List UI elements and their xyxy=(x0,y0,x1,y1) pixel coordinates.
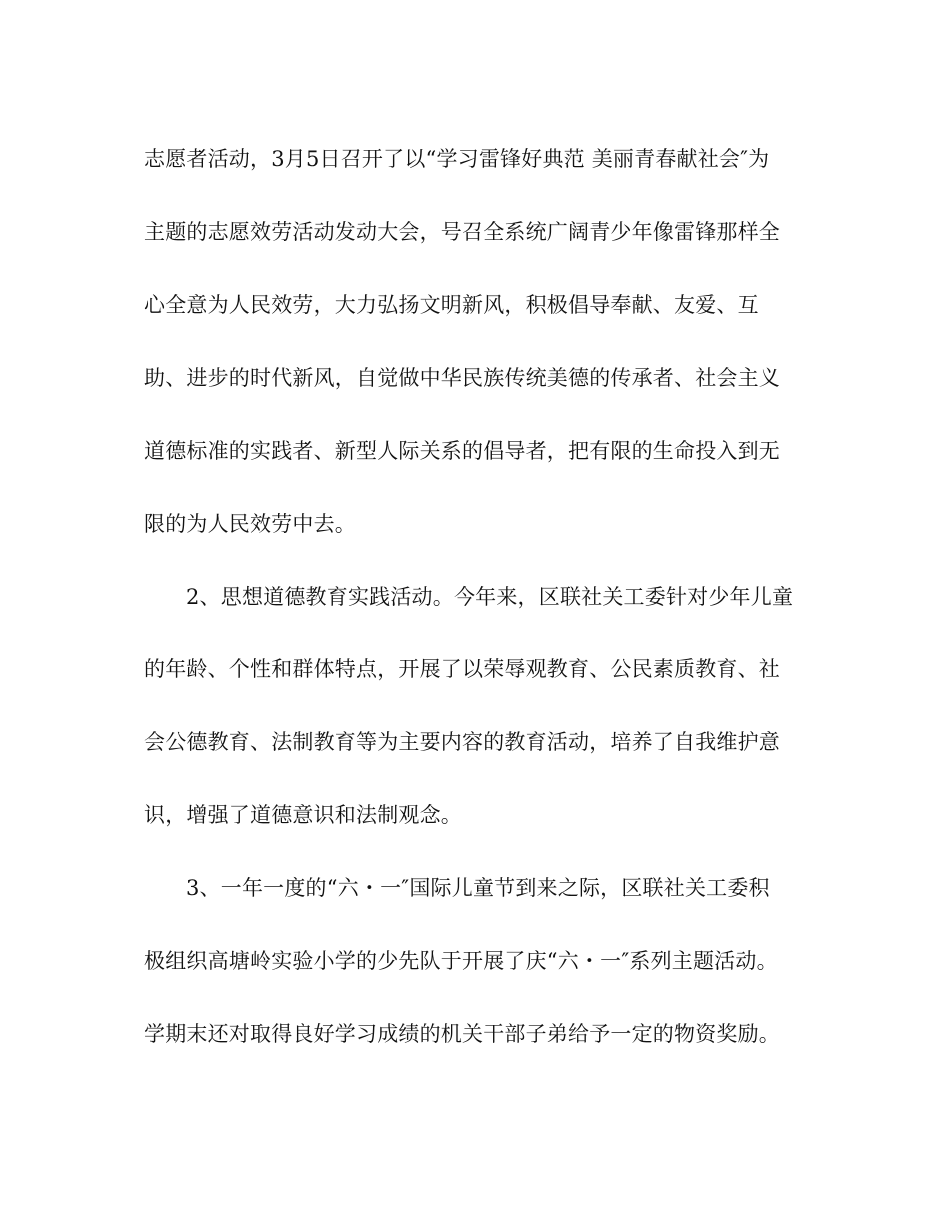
body-text-line: 会公德教育、法制教育等为主要内容的教育活动，培养了自我维护意 xyxy=(144,730,780,754)
body-text-line: 心全意为人民效劳，大力弘扬文明新风，积极倡导奉献、友爱、互 xyxy=(144,293,759,317)
body-text-line: 极组织高塘岭实验小学的少先队于开展了庆“六・一″系列主题活动。 xyxy=(144,949,778,973)
body-text-line: 限的为人民效劳中去。 xyxy=(144,512,356,536)
body-text-line: 道德标准的实践者、新型人际关系的倡导者，把有限的生命投入到无 xyxy=(144,439,780,463)
paragraph-3-first-line: 3、一年一度的“六・一″国际儿童节到来之际，区联社关工委积 xyxy=(186,876,770,900)
body-text-line: 的年龄、个性和群体特点，开展了以荣辱观教育、公民素质教育、社 xyxy=(144,657,780,681)
body-text-line: 识，增强了道德意识和法制观念。 xyxy=(144,803,462,827)
body-text-line: 学期末还对取得良好学习成绩的机关干部子弟给予一定的物资奖励。 xyxy=(144,1022,780,1046)
paragraph-2-first-line: 2、思想道德教育实践活动。今年来，区联社关工委针对少年儿童 xyxy=(186,585,794,609)
body-text-line: 助、进步的时代新风，自觉做中华民族传统美德的传承者、社会主义 xyxy=(144,366,780,390)
body-text-line: 志愿者活动，3月5日召开了以“学习雷锋好典范 美丽青春献社会″为 xyxy=(144,147,770,171)
body-text-line: 主题的志愿效劳活动发动大会，号召全系统广阔青少年像雷锋那样全 xyxy=(144,220,780,244)
